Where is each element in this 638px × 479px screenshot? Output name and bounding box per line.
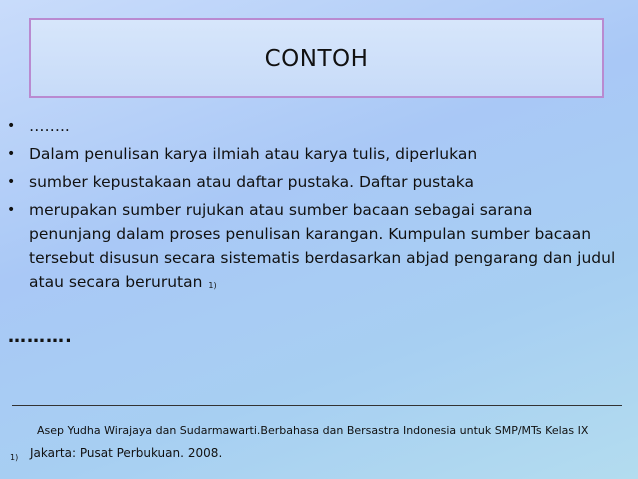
footnote-mark: 1) — [10, 453, 19, 462]
slide-title: CONTOH — [264, 46, 369, 72]
list-item — [6, 170, 616, 194]
bullet-text: sumber kepustakaan atau daftar pustaka. Daftar pustaka — [29, 173, 474, 191]
footnote-publisher: Jakarta: Pusat Perbukuan. — [30, 446, 184, 460]
footnote-line-2 — [30, 446, 222, 460]
footnote-divider — [12, 405, 622, 406]
bullet-text: Dalam penulisan karya ilmiah atau karya tulis, diperlukan — [29, 145, 478, 163]
footnote-year: 2008. — [187, 446, 223, 460]
bullet-dot-icon: • — [7, 146, 16, 162]
title-box — [29, 18, 604, 98]
list-item — [6, 114, 616, 138]
bullet-dot-icon: • — [7, 174, 16, 190]
footnote-line-1: Asep Yudha Wirajaya dan Sudarmawarti.Berbahasa dan Bersastra Indonesia untuk SMP/MTs Kelas IX — [37, 424, 589, 437]
bullet-text: merupakan sumber rujukan atau sumber bacaan sebagai sarana penunjang dalam proses penulisan karangan. Kumpulan sumber bacaan tersebut disusun secara sistematis berdasarkan abjad pengarang dan judul atau secara berurutan — [29, 201, 616, 291]
bullet-text-block — [29, 198, 616, 294]
list-item — [6, 198, 616, 294]
ellipsis-text: ………. — [8, 326, 73, 347]
bullet-text: …….. — [29, 117, 70, 135]
bullet-dot-icon: • — [7, 118, 16, 134]
list-item — [6, 142, 616, 166]
bullet-list — [6, 114, 616, 298]
footnote-reference: 1) — [208, 281, 217, 290]
bullet-dot-icon: • — [7, 202, 16, 218]
